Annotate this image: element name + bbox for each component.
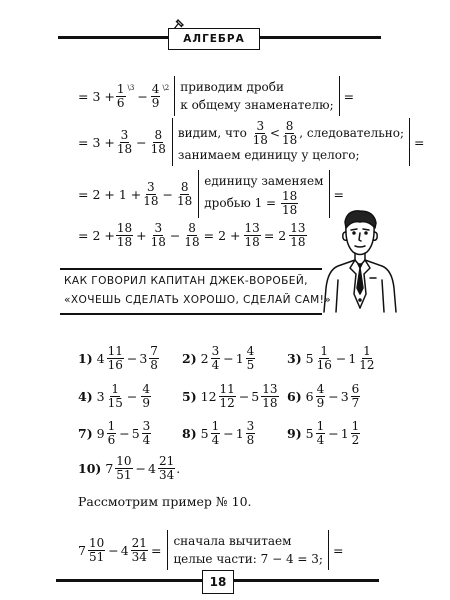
exercise-item: 2) 2 $\frac{3}{4}$ − 1 $\frac{4}{5}$ <box>182 344 255 372</box>
exercise-item: 4) 3 $\frac{1}{15}$ − $\frac{4}{9}$ <box>78 382 150 410</box>
example-step-1: 7 $\frac{10}{51}$ − 4 $\frac{21}{34}$ = сначала вычитаем целые части: 7 − 4 = 3; = <box>78 530 343 570</box>
quote-box <box>60 268 332 315</box>
exercise-item: 3) 5 $\frac{1}{16}$ − 1 $\frac{1}{12}$ <box>287 344 375 372</box>
exercise-item: 7) 9 $\frac{1}{6}$ − 5 $\frac{3}{4}$ <box>78 419 151 447</box>
step-note: единицу заменяем дробью 1 = $\frac{18}{18}$ <box>198 170 329 218</box>
exercise-item: 1) 4 $\frac{11}{16}$ − 3 $\frac{7}{8}$ <box>78 344 158 372</box>
page-number: 18 <box>202 570 234 594</box>
solution-step-2: = 3 + $\frac{3}{18}$ − $\frac{8}{18}$ видим, что $\frac{3}{18}$ < $\frac{8}{18}$ , следовательно; занимаем единицу у целого; = <box>78 118 425 166</box>
step-note: приводим дроби к общему знаменателю; <box>174 76 339 116</box>
section-title: АЛГЕБРА <box>168 28 260 50</box>
step-note: видим, что $\frac{3}{18}$ < $\frac{8}{18}$ , следовательно; занимаем единицу у целого; <box>172 118 410 166</box>
solution-step-3: = 2 + 1 + $\frac{3}{18}$ − $\frac{8}{18}$ единицу заменяем дробью 1 = $\frac{18}{18}$ = <box>78 170 344 218</box>
man-in-suit-illustration <box>320 208 400 314</box>
exercise-item: 9) 5 $\frac{1}{4}$ − 1 $\frac{1}{2}$ <box>287 419 360 447</box>
step-note: сначала вычитаем целые части: 7 − 4 = 3; <box>167 530 329 570</box>
exercise-item: 10) 7 $\frac{10}{51}$ − 4 $\frac{21}{34}$ . <box>78 454 181 482</box>
solution-step-4: = 2 + $\frac{18}{18}$ + $\frac{3}{18}$ − $\frac{8}{18}$ = 2 + $\frac{13}{18}$ = 2 $\frac{13}{18}$ <box>78 221 306 249</box>
exercise-item: 5) 12 $\frac{11}{12}$ − 5 $\frac{13}{18}$ <box>182 382 278 410</box>
example-intro: Рассмотрим пример № 10. <box>78 494 252 509</box>
solution-step-1: = 3 + $\frac{1}{6}$ \3 − $\frac{4}{9}$ \2 приводим дроби к общему знаменателю; = <box>78 76 354 116</box>
quote-line-1: КАК ГОВОРИЛ КАПИТАН ДЖЕК-ВОРОБЕЙ, <box>64 275 308 287</box>
exercise-item: 8) 5 $\frac{1}{4}$ − 1 $\frac{3}{8}$ <box>182 419 255 447</box>
quote-rule-top <box>60 268 322 270</box>
quote-rule-bottom <box>60 313 322 315</box>
exercise-item: 6) 6 $\frac{4}{9}$ − 3 $\frac{6}{7}$ <box>287 382 360 410</box>
quote-line-2: «ХОЧЕШЬ СДЕЛАТЬ ХОРОШО, СДЕЛАЙ САМ!» <box>64 294 332 306</box>
